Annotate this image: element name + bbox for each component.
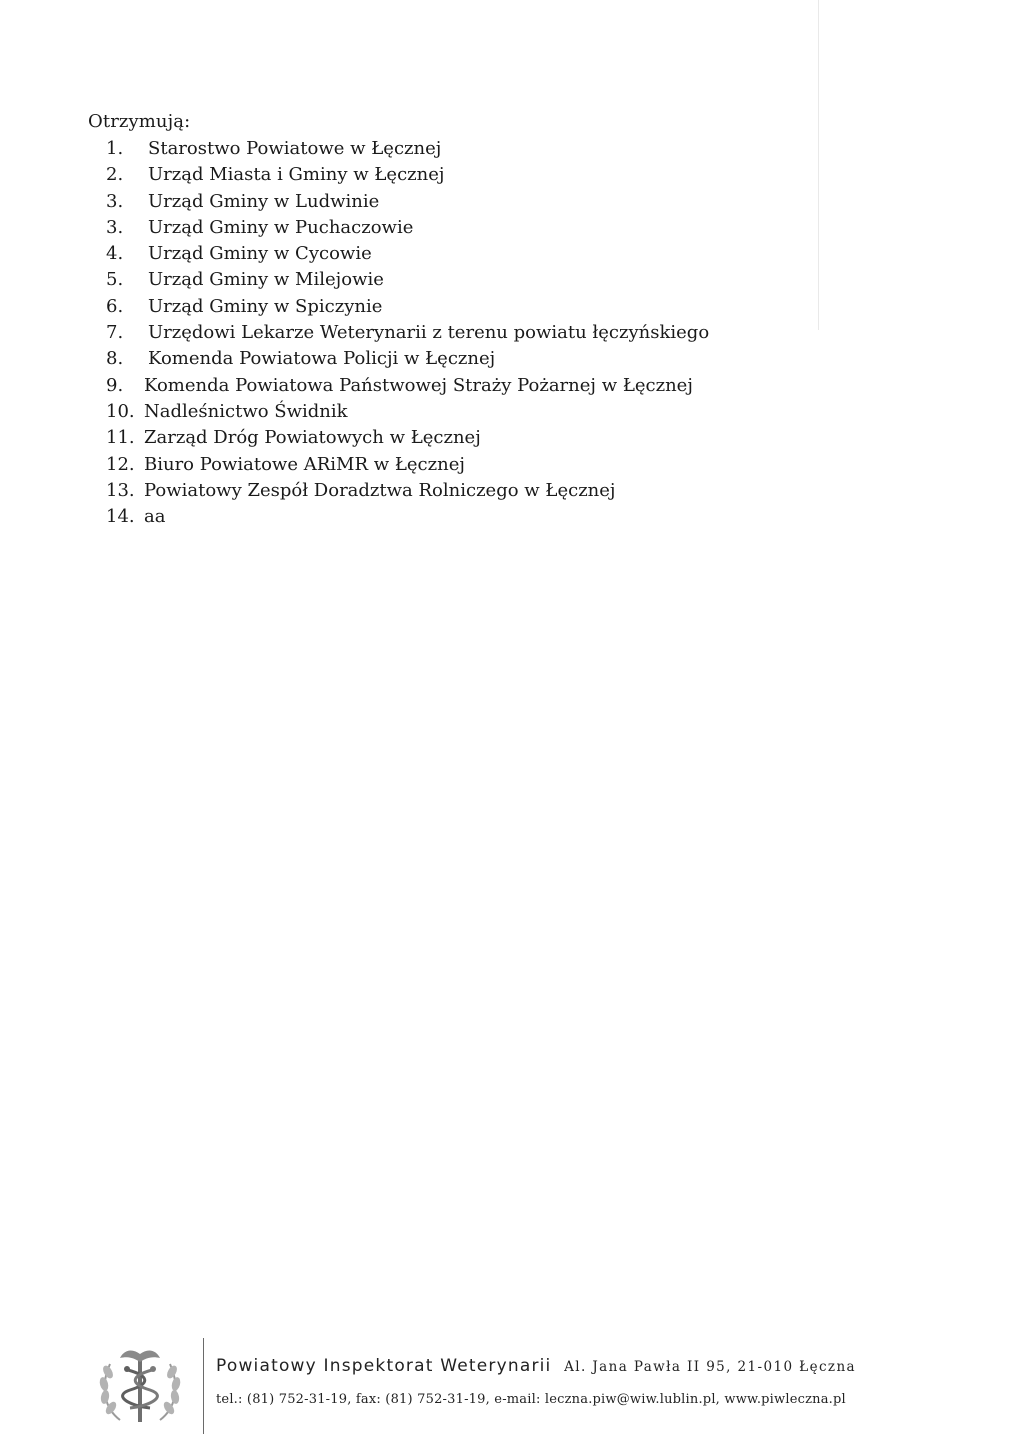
list-item: 5. Urząd Gminy w Milejowie	[106, 269, 384, 291]
letterhead-footer	[0, 1330, 1024, 1440]
list-item: 6. Urząd Gminy w Spiczynie	[106, 295, 383, 317]
list-item: 3. Urząd Gminy w Puchaczowie	[106, 216, 414, 238]
website-link: www.piwleczna.pl	[724, 1392, 846, 1407]
list-item: 2. Urząd Miasta i Gminy w Łęcznej	[106, 164, 445, 186]
fax-number: fax: (81) 752-31-19,	[355, 1392, 490, 1407]
recipients-list	[106, 136, 709, 530]
list-item: 1. Starostwo Powiatowe w Łęcznej	[106, 138, 442, 159]
organization-name: Powiatowy Inspektorat Weterynarii	[216, 1356, 552, 1376]
list-item: 3. Urząd Gminy w Ludwinie	[106, 190, 380, 212]
list-item: 10. Nadleśnictwo Świdnik	[106, 400, 348, 422]
list-item: 11. Zarząd Dróg Powiatowych w Łęcznej	[106, 427, 481, 449]
list-item: 9. Komenda Powiatowa Państwowej Straży Pożarnej w Łęcznej	[106, 374, 693, 396]
recipients-heading: Otrzymują:	[88, 111, 191, 132]
list-item: 14. aa	[106, 506, 166, 528]
scan-artifact-line	[818, 0, 819, 330]
contact-line	[216, 1392, 846, 1407]
list-item: 7. Urzędowi Lekarze Weterynarii z terenu powiatu łęczyńskiego	[106, 322, 710, 344]
list-item: 13. Powiatowy Zespół Doradztwa Rolniczego w Łęcznej	[106, 479, 616, 501]
footer-divider	[203, 1338, 204, 1434]
caduceus-emblem-icon	[90, 1342, 190, 1430]
phone-number: tel.: (81) 752-31-19,	[216, 1392, 352, 1407]
organization-line	[216, 1356, 856, 1376]
list-item: 12. Biuro Powiatowe ARiMR w Łęcznej	[106, 453, 465, 475]
list-item: 4. Urząd Gminy w Cycowie	[106, 243, 372, 265]
email-address: e-mail: leczna.piw@wiw.lublin.pl,	[494, 1392, 721, 1407]
list-item: 8. Komenda Powiatowa Policji w Łęcznej	[106, 348, 496, 370]
organization-address: Al. Jana Pawła II 95, 21-010 Łęczna	[564, 1359, 856, 1375]
